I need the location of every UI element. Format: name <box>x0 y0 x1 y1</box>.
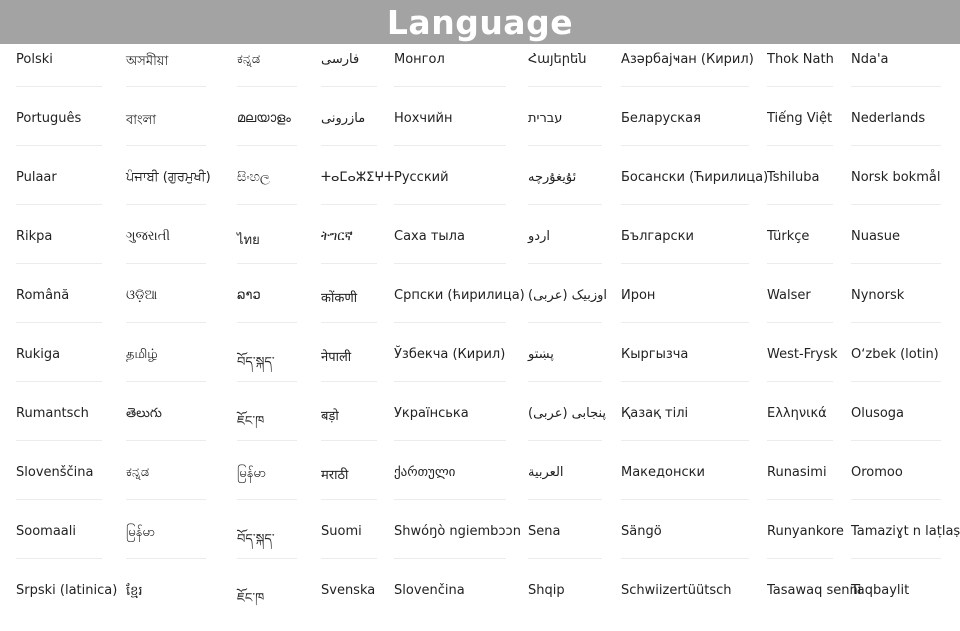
language-option[interactable] <box>16 457 108 513</box>
language-label: မြန်မာ <box>126 525 156 540</box>
language-option[interactable] <box>528 162 608 218</box>
language-label: मराठी <box>321 468 349 483</box>
row-divider <box>237 263 297 264</box>
language-label: සිංහල <box>237 170 270 185</box>
language-label: ትግርኛ <box>321 229 353 244</box>
language-label: اردو <box>528 229 550 244</box>
language-option[interactable] <box>237 103 303 159</box>
language-option[interactable] <box>321 457 383 513</box>
language-option[interactable] <box>126 280 212 336</box>
language-label: తెలుగు <box>126 406 162 421</box>
language-column <box>237 44 303 606</box>
row-divider <box>767 381 833 382</box>
language-label: Беларуская <box>621 111 701 126</box>
language-option[interactable] <box>321 516 383 572</box>
language-option[interactable] <box>767 162 839 218</box>
language-option[interactable] <box>16 516 108 572</box>
language-label: Soomaali <box>16 524 76 539</box>
row-divider <box>321 322 377 323</box>
language-label: नेपाली <box>321 350 352 365</box>
language-label: অসমীয়া <box>126 54 169 69</box>
row-divider <box>394 499 506 500</box>
language-column <box>321 44 395 600</box>
language-label: བོད་སྐད་ <box>237 532 275 547</box>
language-option[interactable] <box>321 339 383 395</box>
row-divider <box>767 263 833 264</box>
row-divider <box>237 145 297 146</box>
row-divider <box>16 322 102 323</box>
row-divider <box>851 204 941 205</box>
language-label: മലയാളം <box>237 111 291 126</box>
language-label: कोंकणी <box>321 291 358 306</box>
language-label: مازرونی <box>321 111 366 126</box>
language-label: Nuasue <box>851 229 900 244</box>
language-label: Shwóŋò ngiembɔɔn <box>394 524 521 539</box>
row-divider <box>321 558 377 559</box>
row-divider <box>126 204 206 205</box>
row-divider <box>16 440 102 441</box>
language-option[interactable] <box>394 398 512 454</box>
language-option[interactable] <box>16 575 118 631</box>
language-option[interactable] <box>394 162 512 218</box>
language-label: ཇོང་ཁ <box>237 414 265 429</box>
language-label: Norsk bokmål <box>851 170 941 185</box>
language-option[interactable] <box>528 575 608 631</box>
language-option[interactable] <box>851 44 947 100</box>
language-option[interactable] <box>16 44 108 100</box>
language-option[interactable] <box>126 44 212 100</box>
language-label: ਪੰਜਾਬੀ (ਗੁਰਮੁਖੀ) <box>126 170 211 185</box>
language-option[interactable] <box>237 339 303 395</box>
row-divider <box>16 381 102 382</box>
language-label: Nederlands <box>851 111 926 126</box>
row-divider <box>621 499 749 500</box>
language-label: Русский <box>394 170 449 185</box>
language-option[interactable] <box>851 398 947 454</box>
language-label: Olusoga <box>851 406 905 421</box>
language-option[interactable] <box>126 221 212 277</box>
row-divider <box>621 558 749 559</box>
language-label: Српски (ћирилица) <box>394 288 525 303</box>
language-option[interactable] <box>767 44 839 100</box>
language-option[interactable] <box>321 398 383 454</box>
language-label: Srpski (latinica) <box>16 583 118 598</box>
row-divider <box>126 322 206 323</box>
language-label: தமிழ் <box>126 347 158 362</box>
row-divider <box>321 204 377 205</box>
language-label: Українська <box>394 406 469 421</box>
language-option[interactable] <box>394 280 525 336</box>
language-label: ಕನ್ನಡ <box>237 52 261 67</box>
row-divider <box>394 145 506 146</box>
language-option[interactable] <box>321 103 383 159</box>
language-option[interactable] <box>621 575 755 631</box>
language-option[interactable] <box>237 162 303 218</box>
row-divider <box>621 145 749 146</box>
language-label: ཇོང་ཁ <box>237 591 265 606</box>
language-label: Slovenčina <box>394 583 465 598</box>
language-label: Ndaꞌa <box>851 52 889 67</box>
language-label: বাংলা <box>126 113 157 128</box>
language-option[interactable] <box>237 575 303 631</box>
language-option[interactable] <box>321 44 383 100</box>
language-column <box>16 44 118 600</box>
language-option[interactable] <box>126 516 212 572</box>
language-option[interactable] <box>621 221 755 277</box>
row-divider <box>321 263 377 264</box>
row-divider <box>621 440 749 441</box>
row-divider <box>528 381 602 382</box>
language-column <box>621 44 769 600</box>
language-label: ئۇيغۇرچە <box>528 170 577 185</box>
row-divider <box>321 86 377 87</box>
language-option[interactable] <box>621 44 755 100</box>
language-option[interactable] <box>394 44 512 100</box>
row-divider <box>851 263 941 264</box>
row-divider <box>851 499 941 500</box>
row-divider <box>528 204 602 205</box>
language-column <box>767 44 862 600</box>
language-option[interactable] <box>621 398 755 454</box>
row-divider <box>237 440 297 441</box>
language-label: Slovenščina <box>16 465 94 480</box>
row-divider <box>394 440 506 441</box>
language-option[interactable] <box>767 575 862 631</box>
language-label: Tiếng Việt <box>767 111 833 126</box>
language-column <box>126 44 212 600</box>
language-label: Rumantsch <box>16 406 89 421</box>
row-divider <box>237 499 297 500</box>
row-divider <box>621 263 749 264</box>
row-divider <box>126 381 206 382</box>
language-label: Türkçe <box>767 229 810 244</box>
row-divider <box>126 440 206 441</box>
language-label: Português <box>16 111 82 126</box>
language-label: Нохчийн <box>394 111 453 126</box>
language-option[interactable] <box>394 575 512 631</box>
language-option[interactable] <box>16 103 108 159</box>
language-option[interactable] <box>321 575 383 631</box>
row-divider <box>767 322 833 323</box>
language-option[interactable] <box>321 280 383 336</box>
language-option[interactable] <box>528 339 608 395</box>
row-divider <box>528 263 602 264</box>
row-divider <box>767 558 833 559</box>
language-option[interactable] <box>767 103 839 159</box>
language-option[interactable] <box>621 457 755 513</box>
language-grid <box>0 44 960 606</box>
language-column <box>394 44 525 600</box>
language-column <box>851 44 960 600</box>
language-option[interactable] <box>528 516 608 572</box>
language-label: Български <box>621 229 694 244</box>
row-divider <box>767 86 833 87</box>
language-option[interactable] <box>394 516 521 572</box>
row-divider <box>851 322 941 323</box>
language-option[interactable] <box>767 516 844 572</box>
language-option[interactable] <box>851 162 947 218</box>
language-option[interactable] <box>16 339 108 395</box>
row-divider <box>321 145 377 146</box>
language-option[interactable] <box>851 280 947 336</box>
language-label: Босански (Ћирилица) <box>621 170 769 185</box>
language-option[interactable] <box>394 103 512 159</box>
row-divider <box>394 322 506 323</box>
language-label: Oʻzbek (lotin) <box>851 347 939 362</box>
language-label: Română <box>16 288 70 303</box>
row-divider <box>16 204 102 205</box>
language-label: Polski <box>16 52 53 67</box>
row-divider <box>321 381 377 382</box>
row-divider <box>851 86 941 87</box>
row-divider <box>767 499 833 500</box>
language-option[interactable] <box>767 339 839 395</box>
row-divider <box>767 440 833 441</box>
language-label: Rikpa <box>16 229 53 244</box>
language-option[interactable] <box>321 221 383 277</box>
language-option[interactable] <box>621 339 755 395</box>
language-label: Tamaziɣt n laṭlaṣ <box>851 524 960 539</box>
language-label: Қазақ тілі <box>621 406 689 421</box>
language-label: Suomi <box>321 524 362 539</box>
language-option[interactable] <box>851 575 947 631</box>
language-option[interactable] <box>767 457 839 513</box>
language-option[interactable] <box>394 221 512 277</box>
language-option[interactable] <box>621 516 755 572</box>
row-divider <box>621 322 749 323</box>
row-divider <box>237 86 297 87</box>
language-label: ქართული <box>394 465 456 480</box>
language-option[interactable] <box>621 280 755 336</box>
row-divider <box>394 381 506 382</box>
language-option[interactable] <box>126 162 212 218</box>
row-divider <box>767 204 833 205</box>
language-label: Монгол <box>394 52 445 67</box>
row-divider <box>394 86 506 87</box>
language-label: Rukiga <box>16 347 61 362</box>
language-label: ខ្មែរ <box>126 584 143 599</box>
language-option[interactable] <box>237 221 303 277</box>
row-divider <box>16 86 102 87</box>
language-option[interactable] <box>16 162 108 218</box>
row-divider <box>528 499 602 500</box>
language-label: Tasawaq senni <box>767 583 862 598</box>
language-option[interactable] <box>394 457 512 513</box>
language-label: Азәрбајҹан (Кирил) <box>621 52 754 67</box>
row-divider <box>321 440 377 441</box>
row-divider <box>237 558 297 559</box>
language-option[interactable] <box>528 44 608 100</box>
language-label: བོད་སྐད་ <box>237 355 275 370</box>
language-option[interactable] <box>851 221 947 277</box>
row-divider <box>237 322 297 323</box>
language-label: Oromoo <box>851 465 903 480</box>
row-divider <box>621 381 749 382</box>
language-label: ⵜⴰⵎⴰⵣⵉⵖⵜ <box>321 170 395 185</box>
row-divider <box>528 440 602 441</box>
language-label: Ελληνικά <box>767 406 827 421</box>
row-divider <box>528 86 602 87</box>
language-option[interactable] <box>851 457 947 513</box>
language-label: West-Frysk <box>767 347 838 362</box>
row-divider <box>621 86 749 87</box>
language-label: فارسی <box>321 52 360 67</box>
header-bar <box>0 0 960 44</box>
language-option[interactable] <box>767 280 839 336</box>
language-label: Ўзбекча (Кирил) <box>394 347 506 362</box>
language-label: Tshiluba <box>767 170 820 185</box>
language-option[interactable] <box>321 162 395 218</box>
row-divider <box>851 381 941 382</box>
row-divider <box>851 440 941 441</box>
language-option[interactable] <box>528 398 608 454</box>
row-divider <box>621 204 749 205</box>
row-divider <box>16 263 102 264</box>
row-divider <box>126 86 206 87</box>
language-label: Svenska <box>321 583 376 598</box>
row-divider <box>237 204 297 205</box>
language-option[interactable] <box>126 103 212 159</box>
language-label: العربية <box>528 465 564 480</box>
language-option[interactable] <box>528 457 608 513</box>
language-label: ไทย <box>237 233 260 248</box>
language-label: Shqip <box>528 583 565 598</box>
language-option[interactable] <box>16 398 108 454</box>
language-option[interactable] <box>126 339 212 395</box>
language-label: ລາວ <box>237 288 261 303</box>
page-title: Language <box>386 2 574 42</box>
language-label: Pulaar <box>16 170 57 185</box>
language-label: Հայերեն <box>528 52 587 67</box>
language-option[interactable] <box>237 398 303 454</box>
row-divider <box>126 558 206 559</box>
language-option[interactable] <box>126 575 212 631</box>
language-option[interactable] <box>621 162 769 218</box>
language-label: עברית <box>528 111 563 126</box>
language-option[interactable] <box>621 103 755 159</box>
row-divider <box>16 499 102 500</box>
language-option[interactable] <box>767 221 839 277</box>
language-label: Sena <box>528 524 561 539</box>
row-divider <box>321 499 377 500</box>
row-divider <box>237 381 297 382</box>
language-label: ગુજરાતી <box>126 229 171 244</box>
language-option[interactable] <box>126 457 212 513</box>
language-label: ಕನ್ನಡ <box>126 465 150 480</box>
language-option[interactable] <box>16 221 108 277</box>
language-option[interactable] <box>851 103 947 159</box>
language-label: Кыргызча <box>621 347 689 362</box>
row-divider <box>126 263 206 264</box>
language-label: Македонски <box>621 465 705 480</box>
row-divider <box>528 558 602 559</box>
language-label: Thok Nath <box>767 52 834 67</box>
language-option[interactable] <box>528 280 608 336</box>
row-divider <box>394 263 506 264</box>
language-option[interactable] <box>767 398 839 454</box>
language-option[interactable] <box>851 339 947 395</box>
row-divider <box>528 145 602 146</box>
row-divider <box>126 145 206 146</box>
language-option[interactable] <box>528 221 608 277</box>
row-divider <box>16 145 102 146</box>
language-option[interactable] <box>528 103 608 159</box>
language-label: ଓଡ଼ିଆ <box>126 288 158 303</box>
language-option[interactable] <box>237 516 303 572</box>
row-divider <box>851 145 941 146</box>
language-option[interactable] <box>394 339 512 395</box>
row-divider <box>394 558 506 559</box>
language-label: Runyankore <box>767 524 844 539</box>
row-divider <box>528 322 602 323</box>
language-label: Sängö <box>621 524 662 539</box>
row-divider <box>16 558 102 559</box>
language-label: Runasimi <box>767 465 827 480</box>
language-label: မြန်မာ <box>237 466 267 481</box>
language-label: Taqbaylit <box>851 583 910 598</box>
language-label: Ирон <box>621 288 656 303</box>
language-label: اوزبیک (عربی) <box>528 288 608 303</box>
language-column <box>528 44 608 600</box>
language-label: Walser <box>767 288 811 303</box>
language-label: Nynorsk <box>851 288 905 303</box>
row-divider <box>126 499 206 500</box>
language-option[interactable] <box>126 398 212 454</box>
language-option[interactable] <box>237 44 303 100</box>
language-label: Саха тыла <box>394 229 465 244</box>
language-option[interactable] <box>237 280 303 336</box>
row-divider <box>394 204 506 205</box>
language-option[interactable] <box>237 457 303 513</box>
language-option[interactable] <box>16 280 108 336</box>
language-option[interactable] <box>851 516 960 572</box>
language-label: پښتو <box>528 347 554 362</box>
row-divider <box>851 558 941 559</box>
row-divider <box>767 145 833 146</box>
language-label: پنجابی (عربی) <box>528 406 607 421</box>
language-label: Schwiizertüütsch <box>621 583 732 598</box>
language-label: बड़ो <box>321 409 339 424</box>
